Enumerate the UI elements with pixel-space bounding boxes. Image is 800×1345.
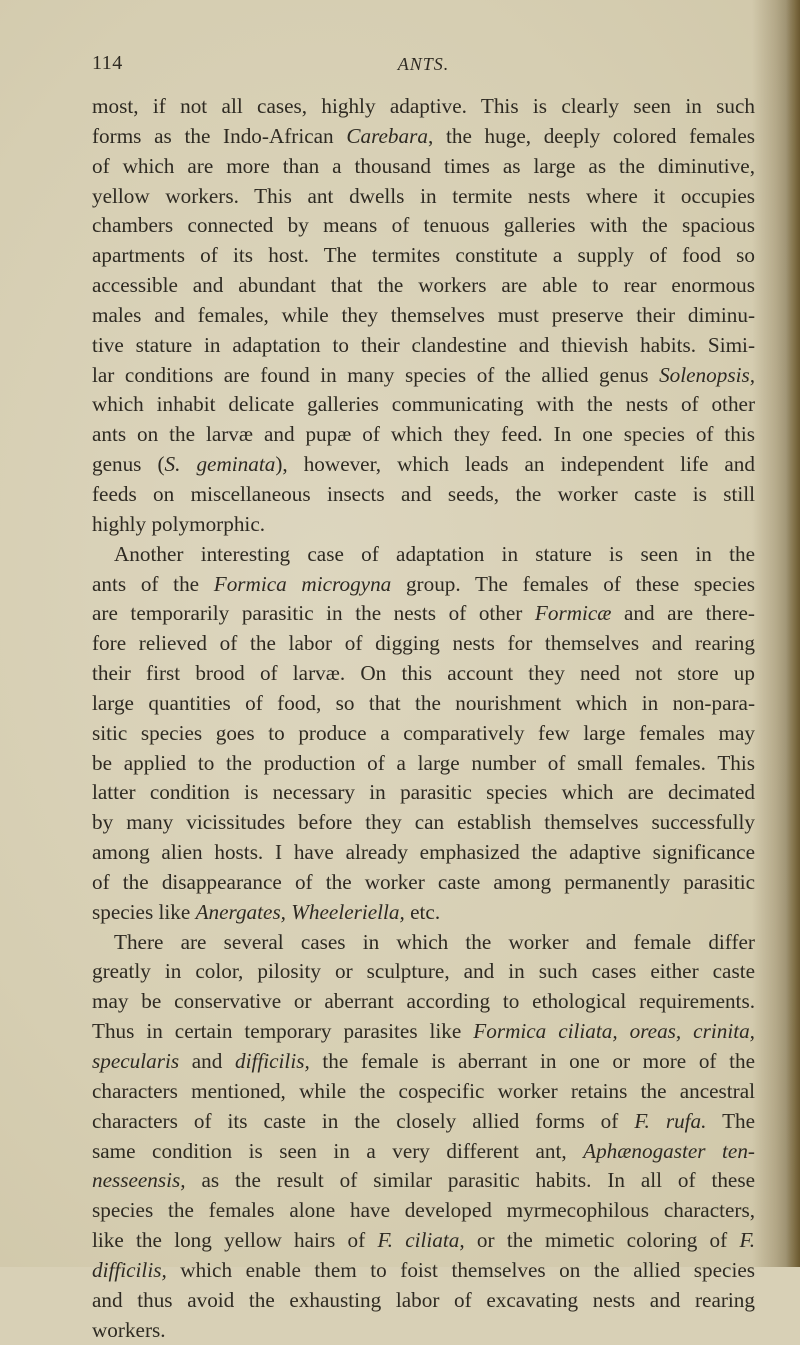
text-segment: of which are more than a thousand times as large as the diminutive, xyxy=(92,153,755,178)
page-number: 114 xyxy=(92,52,123,74)
text-segment: The xyxy=(706,1108,756,1133)
text-line xyxy=(92,749,755,779)
text-segment: characters of its caste in the closely allied forms of xyxy=(92,1108,635,1133)
text-segment: tive stature in adaptation to their clandestine and thievish habits. Simi- xyxy=(92,332,755,357)
text-line xyxy=(92,271,755,301)
text-line xyxy=(92,1166,755,1196)
text-segment: and thus avoid the exhausting labor of excavating nests and rearing xyxy=(92,1287,755,1312)
text-line xyxy=(92,390,755,420)
text-line xyxy=(92,1286,755,1316)
text-line xyxy=(92,122,755,152)
italic-taxon-name: Anergates, Wheeleriella, xyxy=(195,899,405,924)
text-segment: feeds on miscellaneous insects and seeds, the worker caste is still xyxy=(92,481,755,506)
text-segment: may be conservative or aberrant according to ethological requirements. xyxy=(92,989,755,1014)
body-text xyxy=(92,92,755,1345)
text-segment: highly polymorphic. xyxy=(92,511,266,536)
text-segment: and xyxy=(179,1049,235,1073)
italic-taxon-name: S. geminata xyxy=(164,452,276,477)
page-binding-shadow xyxy=(786,0,800,1267)
text-line xyxy=(92,838,755,868)
text-line xyxy=(92,182,755,212)
text-segment: by many vicissitudes before they can establish themselves successfully xyxy=(92,810,755,835)
text-segment: males and females, while they themselves must preserve their diminu- xyxy=(92,302,755,327)
text-segment: be applied to the production of a large number of small females. This xyxy=(92,750,755,775)
text-line xyxy=(92,301,755,331)
text-segment: like the long yellow hairs of xyxy=(92,1228,378,1253)
text-line xyxy=(92,480,755,510)
text-line xyxy=(92,1316,755,1345)
text-segment: which inhabit delicate galleries communicating with the nests of other xyxy=(92,392,755,417)
text-segment: or the mimetic coloring of xyxy=(464,1228,740,1253)
text-line xyxy=(92,211,755,241)
text-segment: , the huge, deeply colored females xyxy=(427,123,755,148)
text-segment: ants of the xyxy=(92,571,214,596)
text-segment: forms as the Indo-African xyxy=(92,123,347,148)
text-segment: large quantities of food, so that the nourishment which in non-para- xyxy=(92,690,755,715)
text-segment: ants on the larvæ and pupæ of which they feed. In one species of this xyxy=(92,422,755,447)
text-line xyxy=(92,1017,755,1047)
text-segment: their first brood of larvæ. On this account they need not store up xyxy=(92,661,755,686)
text-line xyxy=(92,659,755,689)
text-line xyxy=(92,450,755,480)
text-segment: same condition is seen in a very different ant, xyxy=(92,1138,584,1163)
text-segment: yellow workers. This ant dwells in termite nests where it occupies xyxy=(92,183,755,208)
text-line xyxy=(92,719,755,749)
text-segment: species the females alone have developed myrmecophilous characters, xyxy=(92,1198,755,1223)
text-line xyxy=(92,629,755,659)
italic-taxon-name: Carebara xyxy=(346,123,428,148)
running-title: ANTS. xyxy=(397,54,450,74)
italic-taxon-name: Formicæ xyxy=(534,601,612,626)
text-line xyxy=(92,361,755,391)
italic-taxon-name: Solenopsis, xyxy=(659,362,755,387)
italic-taxon-name: nesseensis, xyxy=(92,1168,186,1193)
text-line xyxy=(92,599,755,629)
text-line xyxy=(92,928,755,958)
text-line xyxy=(92,987,755,1017)
text-line xyxy=(92,570,755,600)
text-line xyxy=(92,898,755,928)
text-segment: apartments of its host. The termites constitute a supply of food so xyxy=(92,243,755,268)
text-segment: as the result of similar parasitic habits. In all of these xyxy=(185,1168,755,1193)
text-line xyxy=(92,1196,755,1226)
text-segment: among alien hosts. I have already emphasized the adaptive significance xyxy=(92,840,755,865)
text-segment: workers. xyxy=(92,1317,166,1342)
text-line xyxy=(92,1107,755,1137)
text-segment: fore relieved of the labor of digging nests for themselves and rearing xyxy=(92,631,755,656)
text-segment: Another interesting case of adaptation in stature is seen in the xyxy=(114,541,755,566)
text-line xyxy=(92,1047,755,1077)
text-segment: most, if not all cases, highly adaptive. This is clearly seen in such xyxy=(92,94,755,118)
text-segment: ), however, which leads an independent life and xyxy=(275,452,755,477)
text-segment: lar conditions are found in many species of the allied genus xyxy=(92,362,660,387)
text-line xyxy=(92,1137,755,1167)
text-line xyxy=(92,689,755,719)
text-segment: greatly in color, pilosity or sculpture, and in such cases either caste xyxy=(92,959,755,984)
text-segment: group. The females of these species xyxy=(391,571,755,596)
text-segment: the female is aberrant in one or more of the xyxy=(309,1049,756,1073)
running-header xyxy=(92,52,755,82)
text-line xyxy=(92,1226,755,1256)
text-segment: Thus in certain temporary parasites like xyxy=(92,1019,474,1044)
italic-taxon-name: F. xyxy=(739,1228,755,1253)
text-segment: There are several cases in which the worker and female differ xyxy=(114,929,755,954)
text-segment: latter condition is necessary in parasitic species which are decimated xyxy=(92,780,755,805)
text-line xyxy=(92,540,755,570)
text-line xyxy=(92,957,755,987)
text-line xyxy=(92,868,755,898)
text-segment: of the disappearance of the worker caste among permanently parasitic xyxy=(92,869,755,894)
text-segment: species like xyxy=(92,899,196,924)
text-segment: and are there- xyxy=(611,601,755,626)
text-segment: characters mentioned, while the cospecific worker retains the ancestral xyxy=(92,1078,755,1103)
text-line xyxy=(92,420,755,450)
text-line xyxy=(92,241,755,271)
italic-taxon-name: Formica ciliata, oreas, crinita, xyxy=(473,1019,755,1044)
italic-taxon-name: difficilis, xyxy=(235,1049,310,1073)
italic-taxon-name: F. rufa. xyxy=(634,1108,707,1133)
text-segment: sitic species goes to produce a comparatively few large females may xyxy=(92,720,755,745)
text-segment: genus ( xyxy=(92,452,165,477)
italic-taxon-name: specularis xyxy=(92,1049,180,1073)
text-line xyxy=(92,808,755,838)
text-line xyxy=(92,152,755,182)
text-line xyxy=(92,510,755,540)
text-segment: etc. xyxy=(404,899,441,924)
italic-taxon-name: difficilis, xyxy=(92,1257,167,1282)
text-segment: are temporarily parasitic in the nests of other xyxy=(92,601,535,626)
text-line xyxy=(92,1077,755,1107)
italic-taxon-name: Aphænogaster ten- xyxy=(583,1138,755,1163)
text-segment: accessible and abundant that the workers are able to rear enormous xyxy=(92,273,755,298)
text-line xyxy=(92,1256,755,1286)
italic-taxon-name: Formica microgyna xyxy=(213,571,392,596)
text-line xyxy=(92,331,755,361)
text-line xyxy=(92,778,755,808)
text-segment: which enable them to foist themselves on the allied species xyxy=(166,1257,755,1282)
italic-taxon-name: F. ciliata, xyxy=(377,1228,465,1253)
text-segment: chambers connected by means of tenuous galleries with the spacious xyxy=(92,213,755,238)
text-line xyxy=(92,92,755,122)
